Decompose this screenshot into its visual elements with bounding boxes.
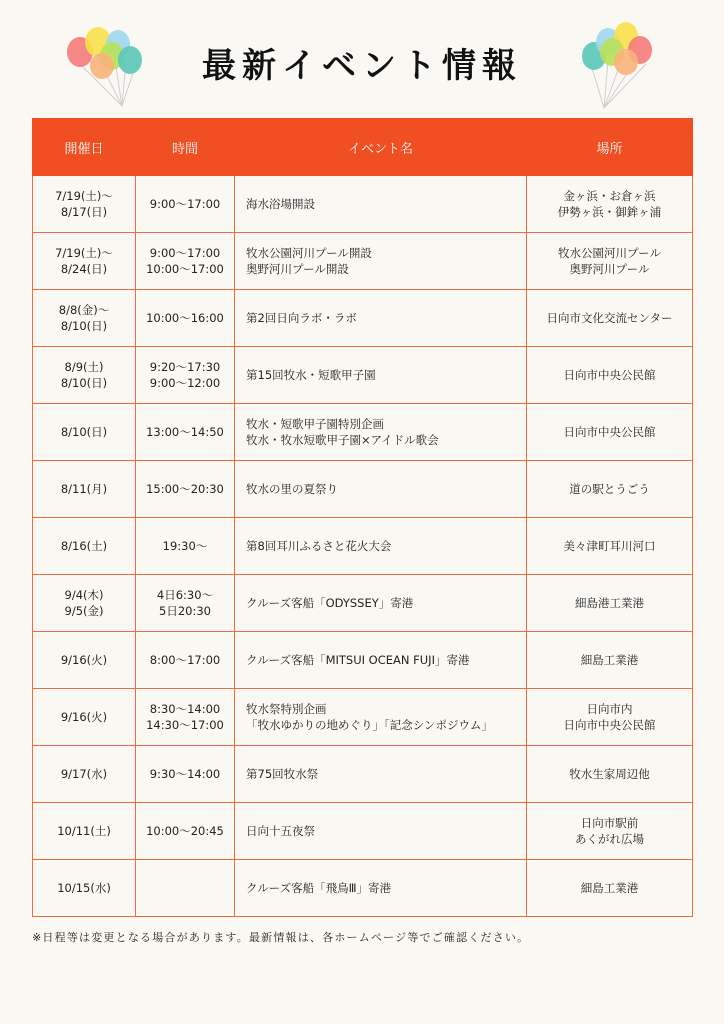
table-row	[33, 575, 693, 632]
balloons-icon	[574, 20, 664, 110]
cell-place: 細島港工業港	[527, 575, 693, 632]
footnote: ※日程等は変更となる場合があります。最新情報は、各ホームページ等でご確認ください。	[32, 931, 530, 944]
cell-date: 10/15(水)	[33, 860, 136, 917]
cell-time: 10:00～20:45	[136, 803, 235, 860]
cell-place: 日向市駅前 あくがれ広場	[527, 803, 693, 860]
cell-date: 8/10(日)	[33, 404, 136, 461]
cell-event: 牧水祭特別企画 「牧水ゆかりの地めぐり」「記念シンポジウム」	[235, 689, 527, 746]
table-row	[33, 290, 693, 347]
table-row	[33, 347, 693, 404]
cell-time	[136, 860, 235, 917]
table-row	[33, 404, 693, 461]
cell-date: 8/11(月)	[33, 461, 136, 518]
cell-event: クルーズ客船「ODYSSEY」寄港	[235, 575, 527, 632]
cell-event: 第75回牧水祭	[235, 746, 527, 803]
cell-date: 9/16(火)	[33, 689, 136, 746]
table-row	[33, 803, 693, 860]
column-header-place: 場所	[527, 119, 693, 176]
cell-place: 道の駅とうごう	[527, 461, 693, 518]
cell-date: 8/16(土)	[33, 518, 136, 575]
column-header-time: 時間	[136, 119, 235, 176]
cell-event: 第2回日向ラボ・ラボ	[235, 290, 527, 347]
event-table	[32, 118, 693, 917]
cell-date: 8/9(土) 8/10(日)	[33, 347, 136, 404]
cell-event: クルーズ客船「MITSUI OCEAN FUJI」寄港	[235, 632, 527, 689]
page-header	[0, 0, 724, 118]
cell-time: 8:30～14:00 14:30～17:00	[136, 689, 235, 746]
cell-place: 細島工業港	[527, 860, 693, 917]
cell-place: 牧水公園河川プール 奥野河川プール	[527, 233, 693, 290]
table-row	[33, 518, 693, 575]
cell-time: 10:00～16:00	[136, 290, 235, 347]
column-header-event: イベント名	[235, 119, 527, 176]
cell-event: 牧水の里の夏祭り	[235, 461, 527, 518]
cell-date: 7/19(土)～ 8/24(日)	[33, 233, 136, 290]
table-row	[33, 689, 693, 746]
cell-date: 9/17(水)	[33, 746, 136, 803]
cell-place: 金ヶ浜・お倉ヶ浜 伊勢ヶ浜・御鉾ヶ浦	[527, 176, 693, 233]
cell-place: 日向市中央公民館	[527, 347, 693, 404]
column-header-date: 開催日	[33, 119, 136, 176]
cell-place: 日向市内 日向市中央公民館	[527, 689, 693, 746]
cell-time: 8:00～17:00	[136, 632, 235, 689]
cell-time: 19:30～	[136, 518, 235, 575]
cell-time: 15:00～20:30	[136, 461, 235, 518]
cell-time: 9:20～17:30 9:00～12:00	[136, 347, 235, 404]
cell-date: 10/11(土)	[33, 803, 136, 860]
cell-date: 9/4(木) 9/5(金)	[33, 575, 136, 632]
cell-event: 第8回耳川ふるさと花火大会	[235, 518, 527, 575]
cell-date: 7/19(土)～ 8/17(日)	[33, 176, 136, 233]
cell-event: クルーズ客船「飛鳥Ⅲ」寄港	[235, 860, 527, 917]
cell-date: 9/16(火)	[33, 632, 136, 689]
cell-place: 日向市文化交流センター	[527, 290, 693, 347]
table-row	[33, 461, 693, 518]
event-rows	[33, 176, 693, 917]
table-row	[33, 860, 693, 917]
cell-date: 8/8(金)～ 8/10(日)	[33, 290, 136, 347]
cell-place: 日向市中央公民館	[527, 404, 693, 461]
cell-place: 牧水生家周辺他	[527, 746, 693, 803]
table-row	[33, 632, 693, 689]
cell-event: 牧水・短歌甲子園特別企画 牧水・牧水短歌甲子園×アイドル歌会	[235, 404, 527, 461]
table-row	[33, 233, 693, 290]
cell-event: 海水浴場開設	[235, 176, 527, 233]
table-row	[33, 746, 693, 803]
table-row	[33, 176, 693, 233]
cell-time: 9:00～17:00 10:00～17:00	[136, 233, 235, 290]
cell-time: 4日6:30～ 5日20:30	[136, 575, 235, 632]
cell-place: 細島工業港	[527, 632, 693, 689]
cell-time: 9:00～17:00	[136, 176, 235, 233]
table-header-row	[33, 119, 693, 176]
cell-event: 第15回牧水・短歌甲子園	[235, 347, 527, 404]
cell-event: 日向十五夜祭	[235, 803, 527, 860]
cell-time: 9:30～14:00	[136, 746, 235, 803]
cell-event: 牧水公園河川プール開設 奥野河川プール開設	[235, 233, 527, 290]
cell-place: 美々津町耳川河口	[527, 518, 693, 575]
page-title: 最新イベント情報	[202, 46, 522, 86]
cell-time: 13:00～14:50	[136, 404, 235, 461]
